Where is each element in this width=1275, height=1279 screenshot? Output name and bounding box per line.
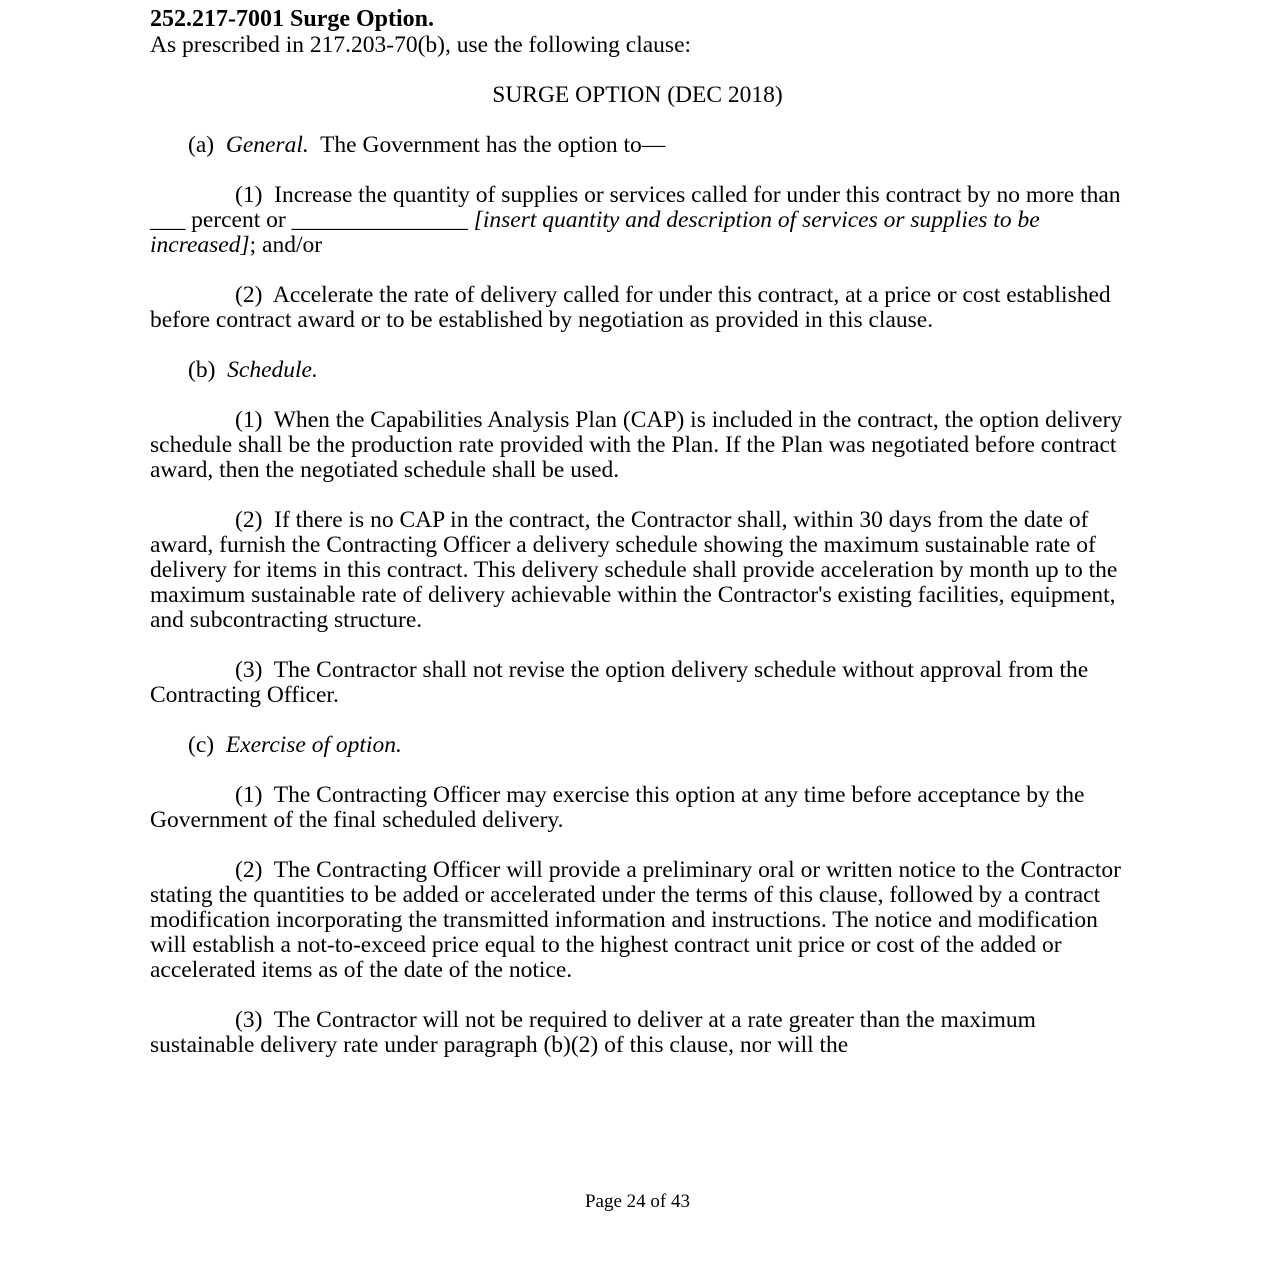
- paragraph-c-2-text: The Contracting Officer will provide a preliminary oral or written notice to the Contractor stating the quantities to be added or accelerated under the terms of this clause, followed by a contract modification incorporating the transmitted information and instructions. The notice and modification will establish a not-to-exceed price equal to the highest contract unit price or cost of the added or accelerated items as of the date of the notice.: [150, 857, 1121, 983]
- paragraph-a: [150, 133, 1125, 158]
- paragraph-b-3-label: (3): [235, 657, 263, 683]
- clause-title: SURGE OPTION (DEC 2018): [492, 82, 783, 108]
- intro-text: As prescribed in 217.203-70(b), use the following clause:: [150, 32, 692, 58]
- paragraph-c-3: [150, 1008, 1125, 1058]
- paragraph-b-1: [150, 408, 1125, 483]
- paragraph-b-title: Schedule.: [227, 357, 318, 383]
- page-number-footer: Page 24 of 43: [584, 1191, 690, 1212]
- paragraph-a-text: The Government has the option to—: [320, 132, 666, 158]
- document-page: [150, 6, 1125, 1058]
- paragraph-a-label: (a): [188, 132, 215, 158]
- quantity-blank: _______________: [291, 207, 468, 233]
- paragraph-c-1: [150, 783, 1125, 833]
- paragraph-a-2-text: Accelerate the rate of delivery called for under this contract, at a price or cost established before contract award or to be established by negotiation as provided in this clause.: [150, 282, 1111, 333]
- paragraph-b-1-text: When the Capabilities Analysis Plan (CAP) is included in the contract, the option delivery schedule shall be the production rate provided with the Plan. If the Plan was negotiated before contract award, then the negotiated schedule shall be used.: [150, 407, 1123, 483]
- percent-blank: ___: [150, 207, 186, 233]
- paragraph-b-1-label: (1): [235, 407, 263, 433]
- paragraph-a-2-label: (2): [235, 282, 263, 308]
- paragraph-b-2: [150, 508, 1125, 633]
- paragraph-b-2-label: (2): [235, 507, 263, 533]
- paragraph-b-label: (b): [188, 357, 216, 383]
- paragraph-c-label: (c): [188, 732, 215, 758]
- paragraph-a-title: General.: [225, 132, 309, 158]
- paragraph-b-2-text: If there is no CAP in the contract, the Contractor shall, within 30 days from the date of award, furnish the Contracting Officer a delivery schedule showing the maximum sustainable rate of delivery for items in this contract. This delivery schedule shall provide acceleration by month up to the maximum sustainable rate of delivery achievable within the Contractor's existing facilities, equipment, and subcontracting structure.: [150, 507, 1118, 633]
- paragraph-c-3-text: The Contractor will not be required to deliver at a rate greater than the maximum sustainable delivery rate under paragraph (b)(2) of this clause, nor will the: [150, 1007, 1036, 1058]
- paragraph-b-3: [150, 658, 1125, 708]
- paragraph-a-1-italic-note: [insert quantity and description of services or supplies to be increased]: [150, 207, 1040, 258]
- section-heading: 252.217-7001 Surge Option.: [150, 6, 435, 32]
- paragraph-c-1-label: (1): [235, 782, 263, 808]
- paragraph-a-1-text-before: Increase the quantity of supplies or services called for under this contract by no more than: [274, 182, 1121, 208]
- paragraph-c-2-label: (2): [235, 857, 263, 883]
- paragraph-b: [150, 358, 1125, 383]
- paragraph-a-1: [150, 183, 1125, 258]
- paragraph-c-title: Exercise of option.: [225, 732, 402, 758]
- paragraph-a-2: [150, 283, 1125, 333]
- paragraph-c-1-text: The Contracting Officer may exercise this option at any time before acceptance by the Government of the final scheduled delivery.: [150, 782, 1085, 833]
- paragraph-c-3-label: (3): [235, 1007, 263, 1033]
- paragraph-a-1-label: (1): [235, 182, 263, 208]
- paragraph-a-1-text-middle: percent or: [191, 207, 286, 233]
- paragraph-a-1-text-after: ; and/or: [249, 232, 323, 258]
- paragraph-c-2: [150, 858, 1125, 983]
- paragraph-c: [150, 733, 1125, 758]
- paragraph-b-3-text: The Contractor shall not revise the option delivery schedule without approval from the Contracting Officer.: [150, 657, 1089, 708]
